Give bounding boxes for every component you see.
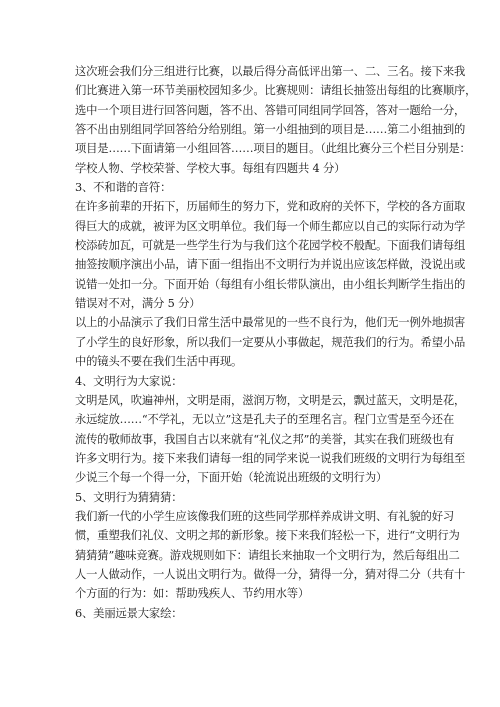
text-line: 答不出由别组同学回答给分给别组。第一小组抽到的项目是……第二小组抽到的	[75, 123, 466, 137]
document-page	[75, 62, 477, 623]
text-line: 以上的小品演示了我们日常生活中最常见的一些不良行为，他们无一例外地损害	[75, 316, 466, 330]
text-line: 流传的敬师故事，我国自古以来就有“礼仪之邦”的美誉，其实在我们班级也有	[75, 432, 455, 446]
text-line: 抽签按顺序演出小品，请下面一组指出不文明行为并说出应该怎样做，没说出或	[75, 258, 466, 272]
text-line: 选中一个项目进行回答问题，答不出、答错可同组同学回答，答对一题给一分，	[75, 103, 466, 117]
text-line: 项目是……下面请第一小组回答……项目的题目。（此组比赛分三个栏目分别是：	[75, 142, 471, 156]
text-line: 中的镜头不要在我们生活中再现。	[75, 355, 243, 369]
text-line: 许多文明行为。接下来我们请每一组的同学来说一说我们班级的文明行为每组至	[75, 451, 466, 465]
text-line: 得巨大的成就，被评为区文明单位。我们每一个师生都应以自己的实际行动为学	[75, 219, 466, 233]
text-line: 错误对不对，满分 5 分）	[75, 297, 201, 311]
text-line: 个方面的行为：如：帮助残疾人、节约用水等）	[75, 587, 310, 601]
text-line: 文明是风，吹遍神州，文明是雨，滋润万物，文明是云，飘过蓝天，文明是花，	[75, 393, 466, 407]
section-heading-5: 5、文明行为猜猜猜：	[75, 490, 183, 504]
text-line: 我们新一代的小学生应该像我们班的这些同学那样养成讲文明、有礼貌的好习	[75, 509, 454, 523]
section-heading-6: 6、美丽远景大家绘：	[75, 606, 183, 620]
text-line: 说错一处扣一分。下面开始（每组有小组长带队演出，由小组长判断学生指出的	[75, 277, 466, 291]
text-line: 猜猜猜”趣味竞赛。游戏规则如下：请组长来抽取一个文明行为，然后每组出二	[75, 548, 460, 562]
text-line: 在许多前辈的开拓下，历届师生的努力下，党和政府的关怀下，学校的各方面取	[75, 200, 466, 214]
text-line: 惯，重塑我们礼仪、文明之邦的新形象。接下来我们轻松一下，进行“文明行为	[75, 529, 460, 543]
section-heading-3: 3、不和谐的音符：	[75, 181, 172, 195]
text-line: 这次班会我们分三组进行比赛，以最后得分高低评出第一、二、三名。接下来我	[75, 65, 466, 78]
text-line: 校添砖加瓦，可就是一些学生行为与我们这个花园学校不般配。下面我们请每组	[75, 239, 466, 253]
text-line: 们比赛进入第一环节美丽校园知多少。比赛规则：请组长抽签出每组的比赛顺序，	[75, 84, 477, 98]
text-line: 学校人物、学校荣誉、学校大事。每组有四题共 4 分）	[75, 161, 346, 175]
text-line: 少说三个每一个得一分，下面开始（轮流说出班级的文明行为）	[75, 471, 388, 485]
text-line: 人一人做动作，一人说出文明行为。做得一分，猜得一分，猜对得二分（共有十	[75, 567, 466, 581]
text-line: 了小学生的良好形象，所以我们一定要从小事做起，规范我们的行为。希望小品	[75, 335, 466, 349]
text-line: 永远绽放……“不学礼，无以立”这是孔夫子的至理名言。程门立雪是至今还在	[75, 413, 455, 427]
section-heading-4: 4、文明行为大家说：	[75, 374, 183, 388]
